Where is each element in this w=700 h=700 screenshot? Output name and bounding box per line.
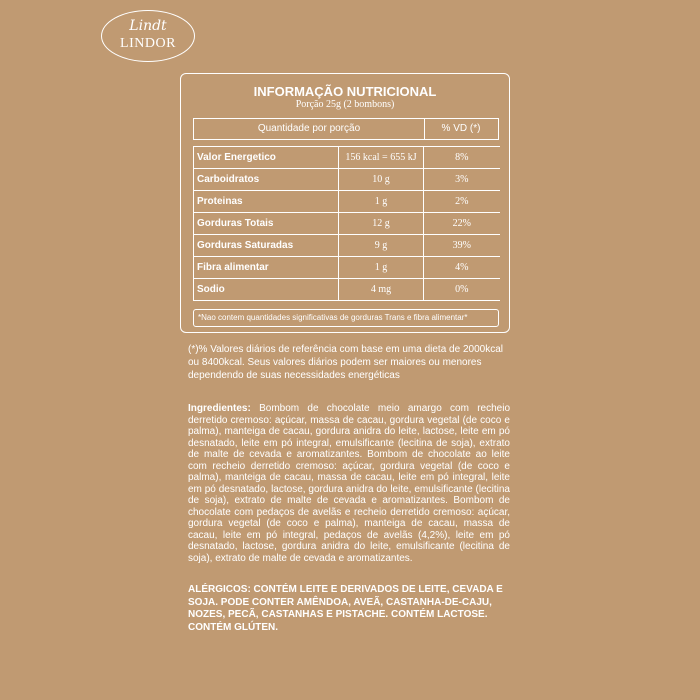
nutrition-panel <box>180 73 510 333</box>
table-row <box>194 213 500 235</box>
nutrient-name: Carboidratos <box>194 169 339 191</box>
logo-script: Lindt <box>129 18 167 34</box>
nutrient-name: Fibra alimentar <box>194 257 339 279</box>
nutrient-name: Proteinas <box>194 191 339 213</box>
table-row <box>194 257 500 279</box>
nutrition-table <box>193 146 500 301</box>
logo-brand: LINDOR <box>120 36 176 51</box>
table-row <box>194 169 500 191</box>
header-daily-value: % VD (*) <box>441 123 481 134</box>
ingredients-text: Bombom de chocolate meio amargo com recheio derretido cremoso: açúcar, massa de cacau, gordura vegetal (de coco e palma), manteiga de cacau, gordura anidra do leite, lactose, leite em pó desnatado, leite em pó integral, emulsificante (lecitina de soja), extrato de malte de cevada e aromatizantes. Bombom de chocolate ao leite com recheio derretido cremoso: açúcar, gordura vegetal (de coco e palma), manteiga de cacau, massa de cacau, leite em pó integral, leite em pó desnatado, lactose, gordura anidra do leite, emulsificante (lecitina de soja), extrato de malte de cevada e aromatizantes. Bombom de chocolate com pedaços de avelãs e recheio derretido cremoso: açúcar, gordura vegetal (de coco e palma), manteiga de cacau, massa de cacau, leite em pó integral, pedaços de avelãs (4,2%), leite em pó desnatado, lactose, gordura anidra do leite, emulsificante (lecitina de soja), extrato de malte de cevada e aromatizantes. <box>188 403 511 564</box>
daily-value-note: (*)% Valores diários de referência com base em uma dieta de 2000kcal ou 8400kcal. Seus valores diários podem ser maiores ou menores dependendo de suas necessidades energéticas <box>188 344 503 381</box>
nutrient-name: Gorduras Saturadas <box>194 235 339 257</box>
table-row <box>194 279 500 301</box>
nutrient-quantity: 9 g <box>339 235 424 257</box>
nutrition-title: INFORMAÇÃO NUTRICIONAL <box>253 84 437 99</box>
ingredients-label: Ingredientes: <box>188 403 251 414</box>
table-row <box>194 235 500 257</box>
nutrient-daily-value: 22% <box>424 213 500 235</box>
nutrient-daily-value: 2% <box>424 191 500 213</box>
nutrient-quantity: 12 g <box>339 213 424 235</box>
nutrient-quantity: 1 g <box>339 191 424 213</box>
lindt-lindor-logo <box>101 10 195 62</box>
portion-size: Porção 25g (2 bombons) <box>295 99 395 110</box>
nutrient-name: Valor Energetico <box>194 147 339 169</box>
nutrition-header-row <box>193 118 499 140</box>
nutrient-quantity: 4 mg <box>339 279 424 301</box>
table-row <box>194 191 500 213</box>
nutrient-daily-value: 3% <box>424 169 500 191</box>
ingredients-section <box>188 403 510 564</box>
nutrient-daily-value: 8% <box>424 147 500 169</box>
trans-fat-footnote: *Nao contem quantidades significativas de gorduras Trans e fibra alimentar* <box>193 309 499 327</box>
nutrient-quantity: 156 kcal = 655 kJ <box>339 147 424 169</box>
nutrient-name: Sodio <box>194 279 339 301</box>
nutrient-quantity: 1 g <box>339 257 424 279</box>
allergens-warning: ALÉRGICOS: CONTÉM LEITE E DERIVADOS DE LEITE, CEVADA E SOJA. PODE CONTER AMÊNDOA, AVEÃ, CASTANHA-DE-CAJU, NOZES, PECÃ, CASTANHAS E PISTACHE. CONTÉM LACTOSE. CONTÉM GLÚTEN. <box>188 584 503 633</box>
nutrient-daily-value: 39% <box>424 235 500 257</box>
nutrient-daily-value: 0% <box>424 279 500 301</box>
nutrient-quantity: 10 g <box>339 169 424 191</box>
table-row <box>194 147 500 169</box>
header-quantity: Quantidade por porção <box>194 119 425 139</box>
nutrient-name: Gorduras Totais <box>194 213 339 235</box>
nutrient-daily-value: 4% <box>424 257 500 279</box>
